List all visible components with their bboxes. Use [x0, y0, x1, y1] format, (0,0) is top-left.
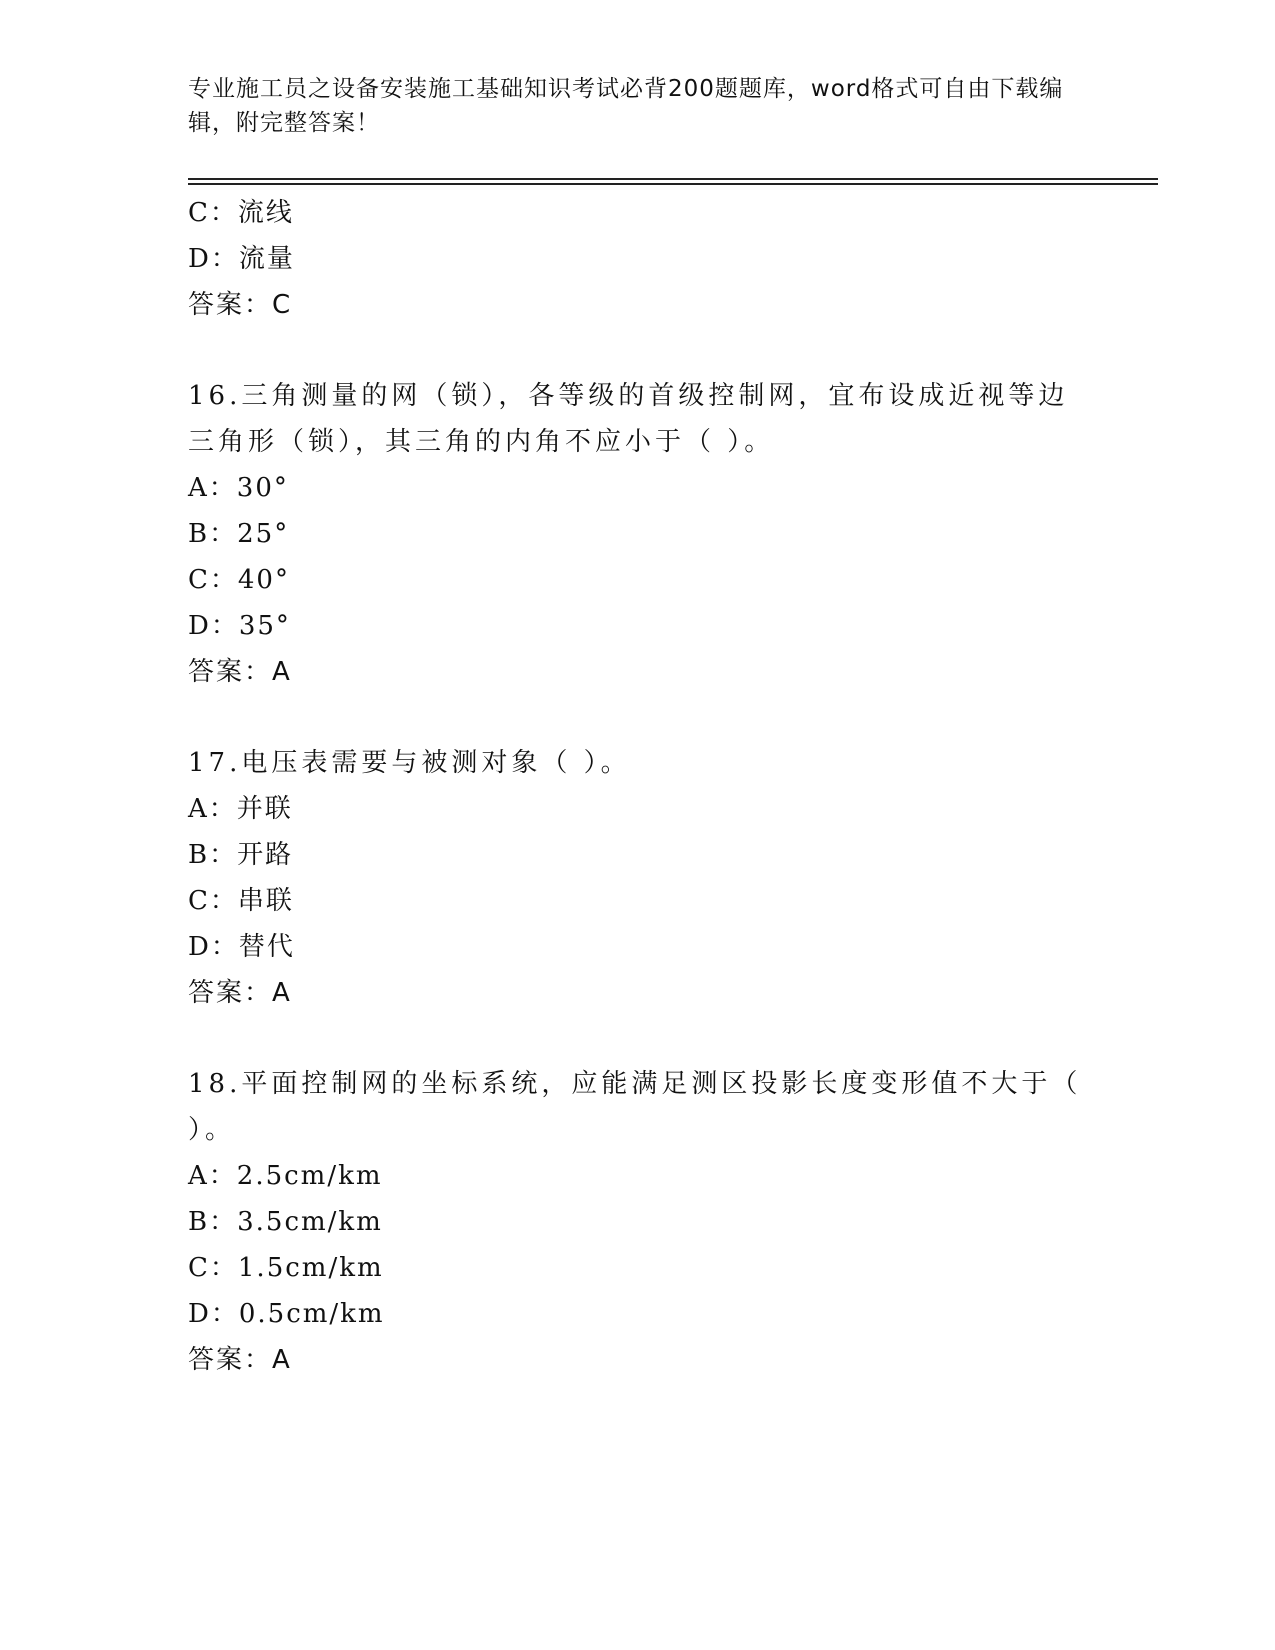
answer-line: 答案：A	[188, 978, 292, 1008]
option-d: D：0.5cm/km	[188, 1299, 385, 1329]
option-a: A：并联	[188, 794, 293, 824]
option-c: C：流线	[188, 198, 294, 228]
option-a: A：30°	[188, 473, 289, 503]
document-header: 专业施工员之设备安装施工基础知识考试必背200题题库，word格式可自由下载编辑，附完整答案！	[188, 76, 1064, 136]
option-c: C：串联	[188, 886, 294, 916]
header-rule-top	[188, 178, 1158, 180]
option-b: B：3.5cm/km	[188, 1207, 383, 1237]
question-text: 16.三角测量的网（锁），各等级的首级控制网，宜布设成近视等边三角形（锁），其三角的内角不应小于（ ）。	[188, 381, 1069, 457]
option-c: C：40°	[188, 565, 290, 595]
question-16	[188, 373, 1088, 695]
option-d: D：替代	[188, 932, 295, 962]
carryover-block	[188, 190, 1088, 328]
option-d: D：35°	[188, 611, 291, 641]
option-a: A：2.5cm/km	[188, 1161, 383, 1191]
question-text: 17.电压表需要与被测对象（ ）。	[188, 748, 631, 778]
option-b: B：开路	[188, 840, 294, 870]
option-b: B：25°	[188, 519, 290, 549]
question-17	[188, 740, 1088, 1016]
answer-line: 答案：C	[188, 290, 293, 320]
question-list	[188, 190, 1088, 1383]
answer-line: 答案：A	[188, 1345, 292, 1375]
option-d: D：流量	[188, 244, 295, 274]
answer-line: 答案：A	[188, 657, 292, 687]
question-text: 18.平面控制网的坐标系统，应能满足测区投影长度变形值不大于（ ）。	[188, 1069, 1082, 1145]
option-c: C：1.5cm/km	[188, 1253, 384, 1283]
question-18	[188, 1061, 1088, 1383]
header-rule-bottom	[188, 183, 1158, 185]
